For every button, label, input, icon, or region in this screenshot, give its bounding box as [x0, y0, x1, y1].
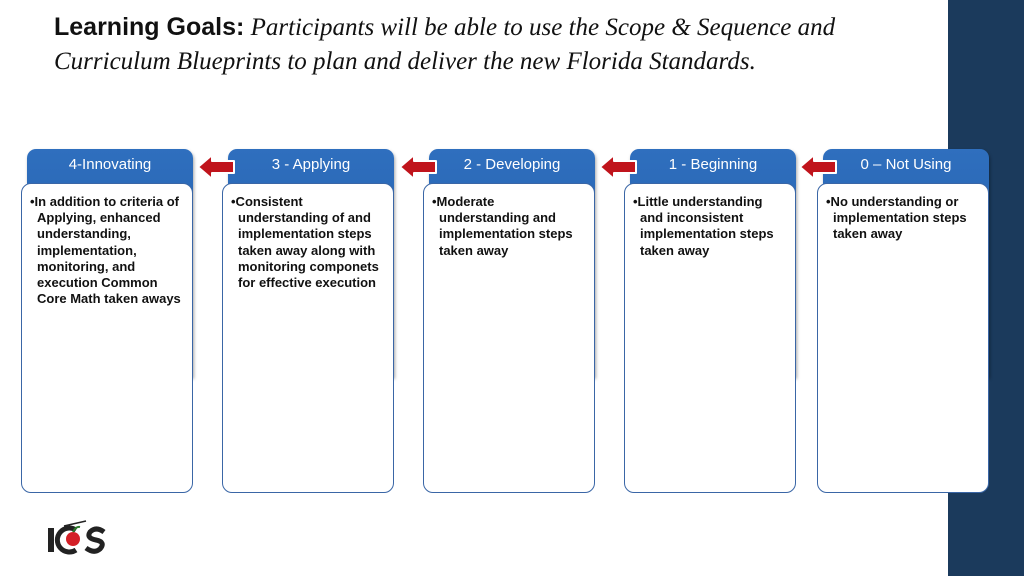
- arrow-left-icon: [798, 153, 838, 181]
- level-body: [624, 183, 796, 493]
- level-text: •In addition to criteria of Applying, enhanced understanding, implementation, monitoring, and execution Common Core Math taken aways: [30, 194, 181, 307]
- arrow-left-icon: [598, 153, 638, 181]
- level-card-not-using: [817, 149, 993, 495]
- level-body: [222, 183, 394, 493]
- level-body: [817, 183, 989, 493]
- arrow-left-icon: [196, 153, 236, 181]
- level-text: •No understanding or implementation steps taken away: [826, 194, 967, 242]
- level-text: •Little understanding and inconsistent implementation steps taken away: [633, 194, 774, 258]
- level-body: [423, 183, 595, 493]
- arrow-left-icon: [398, 153, 438, 181]
- level-heading: 4-Innovating: [68, 156, 152, 173]
- title-italic: Participants will be able to use the Scope & Sequence and Curriculum Blueprints to plan and deliver the new Florida Standards.: [54, 14, 836, 75]
- level-text: •Moderate understanding and implementation steps taken away: [432, 194, 573, 258]
- level-heading: 3 - Applying: [271, 156, 351, 173]
- level-heading: 0 – Not Using: [860, 156, 952, 173]
- level-card-innovating: [21, 149, 197, 495]
- title-bold: Learning Goals:: [54, 13, 245, 41]
- level-heading: 2 - Developing: [463, 156, 561, 173]
- level-card-beginning: [624, 149, 800, 495]
- level-card-developing: [423, 149, 599, 495]
- level-text: •Consistent understanding of and implementation steps taken away along with monitoring componets for effective execution: [231, 194, 379, 291]
- level-heading: 1 - Beginning: [668, 156, 758, 173]
- ics-logo: [46, 518, 108, 556]
- slide-title: [54, 12, 934, 80]
- level-body: [21, 183, 193, 493]
- level-card-applying: [222, 149, 398, 495]
